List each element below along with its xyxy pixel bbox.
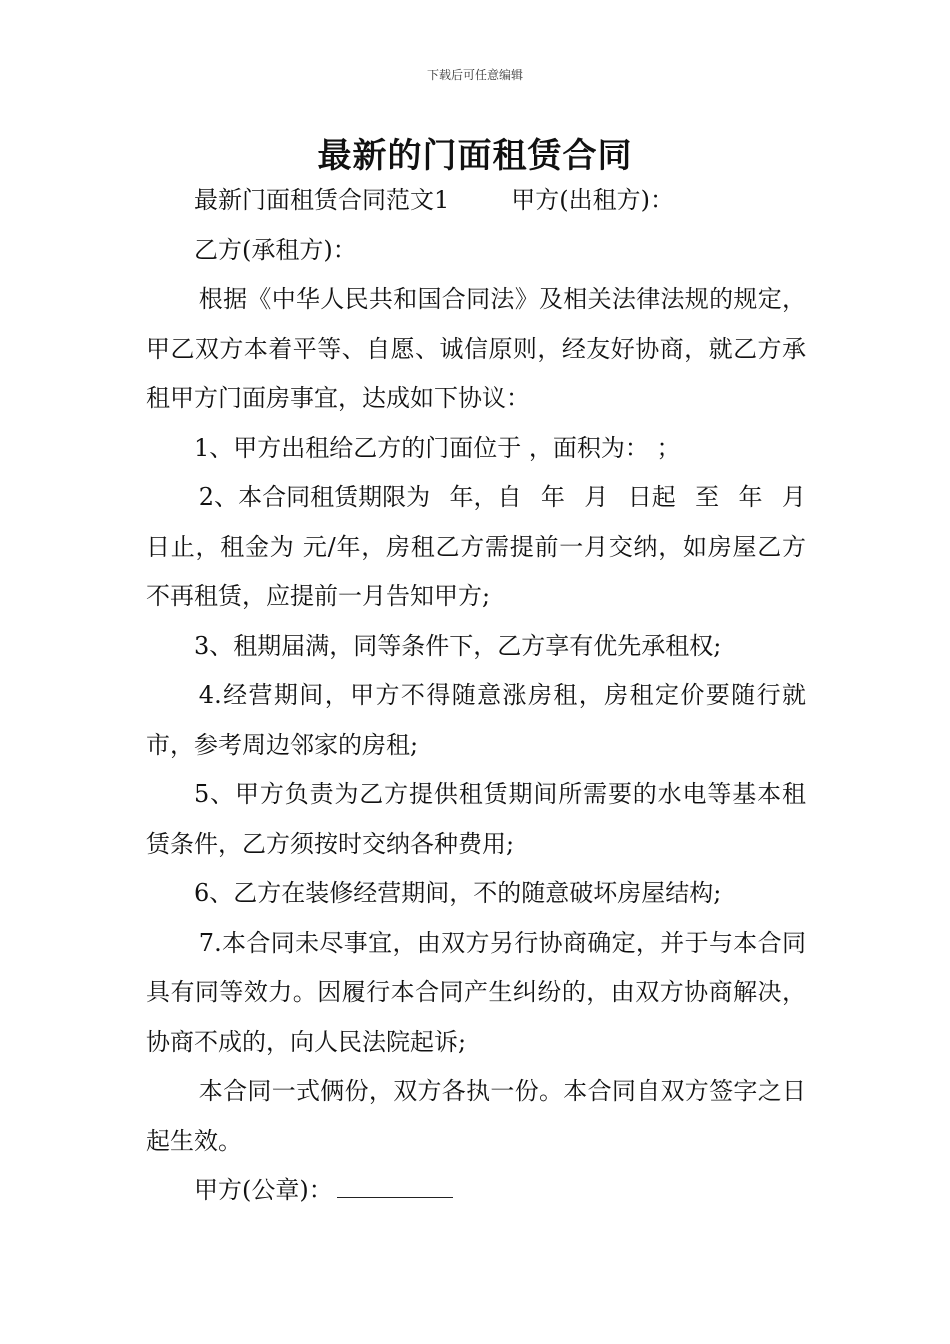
clause-6: 6、乙方在装修经营期间，不的随意破坏房屋结构; — [194, 879, 722, 907]
clause-7: 7.本合同未尽事宜，由双方另行协商确定，并于与本合同具有同等效力。因履行本合同产生纠纷的，由双方协商解决，协商不成的，向人民法院起诉; — [146, 928, 806, 1056]
clause-5: 5、甲方负责为乙方提供租赁期间所需要的水电等基本租赁条件，乙方须按时交纳各种费用; — [146, 780, 806, 858]
signature-row — [146, 1166, 806, 1216]
clause-2-part: 日起 — [627, 483, 676, 511]
clause-2-part: 年 — [738, 483, 763, 511]
clause-2-part: 年，自 — [449, 483, 522, 511]
document-body — [146, 176, 806, 1216]
clause-2-part: 月 — [781, 483, 806, 511]
party-a-label: 甲方(出租方)： — [511, 186, 675, 214]
intro-title: 最新门面租赁合同范文1 — [194, 186, 450, 214]
clause-2-part: 2、本合同租赁期限为 — [198, 483, 431, 511]
clause-2-first-line — [146, 473, 806, 523]
clause-2-part: 年 — [540, 483, 565, 511]
party-b-label: 乙方(承租方)： — [194, 235, 357, 264]
clause-1: 1、甲方出租给乙方的门面位于 ，面积为： ； — [194, 433, 681, 462]
clause-2-part: 月 — [584, 483, 609, 511]
signature-label: 甲方(公章)： — [194, 1176, 333, 1204]
signature-blank-line[interactable] — [337, 1171, 453, 1198]
clause-3: 3、租期届满，同等条件下，乙方享有优先承租权; — [194, 631, 722, 660]
preamble-paragraph: 根据《中华人民共和国合同法》及相关法律法规的规定，甲乙双方本着平等、自愿、诚信原则，经友好协商，就乙方承租甲方门面房事宜，达成如下协议： — [146, 285, 806, 412]
clause-4: 4.经营期间，甲方不得随意涨房租，房租定价要随行就市，参考周边邻家的房租; — [146, 681, 806, 759]
header-note: 下载后可任意编辑 — [426, 68, 523, 82]
clause-2-continuation: 日止，租金为 元/年，房租乙方需提前一月交纳，如房屋乙方不再租赁，应提前一月告知甲方; — [146, 532, 806, 610]
closing-paragraph: 本合同一式俩份，双方各执一份。本合同自双方签字之日起生效。 — [146, 1077, 806, 1155]
document-title: 最新的门面租赁合同 — [317, 136, 633, 176]
intro-line — [146, 176, 806, 226]
clause-2-part: 至 — [695, 483, 720, 511]
